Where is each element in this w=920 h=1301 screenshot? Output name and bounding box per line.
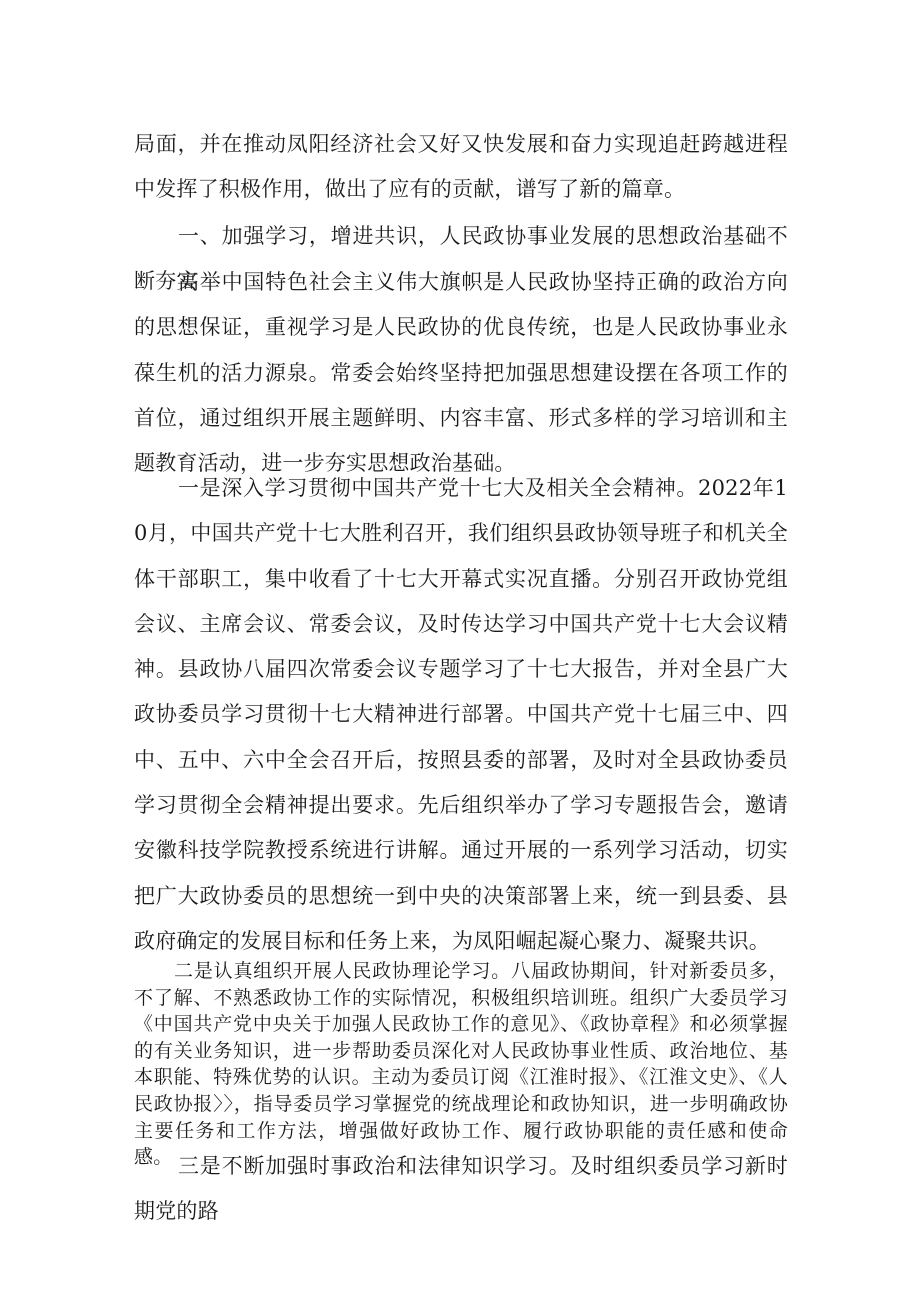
paragraph-point-three: 三是不断加强时事政治和法律知识学习。及时组织委员学习新时期党的路 <box>134 1154 788 1224</box>
paragraph-point-two: 二是认真组织开展人民政协理论学习。八届政协期间，针对新委员多，不了解、不熟悉政协工作的实际情况，积极组织培训班。组织广大委员学习《中国共产党中央关于加强人民政协工作的意见》、《政协章程》和必须掌握的有关业务知识，进一步帮助委员深化对人民政协事业性质、政治地位、基本职能、特殊优势的认识。主动为委员订阅《江淮时报》、《江淮文史》、《人民政协报〉〉，指导委员学习掌握党的统战理论和政协知识，进一步明确政协主要任务和工作方法，增强做好政协工作、履行政协职能的责任感和使命感。 <box>134 960 788 1169</box>
paragraph-continuation: 局面，并在推动凤阳经济社会又好又快发展和奋力实现追赶跨越进程中发挥了积极作用，做出了应有的贡献，谱写了新的篇章。 <box>134 132 788 202</box>
paragraph-point-one: 一是深入学习贯彻中国共产党十七大及相关全会精神。2022年10月，中国共产党十七大胜利召开，我们组织县政协领导班子和机关全体干部职工，集中收看了十七大开幕式实况直播。分别召开政协党组会议、主席会议、常委会议，及时传达学习中国共产党十七大会议精神。县政协八届四次常委会议专题学习了十七大报告，并对全县广大政协委员学习贯彻十七大精神进行部署。中国共产党十七届三中、四中、五中、六中全会召开后，按照县委的部署，及时对全县政协委员学习贯彻全会精神提出要求。先后组织举办了学习专题报告会，邀请安徽科技学院教授系统进行讲解。通过开展的一系列学习活动，切实把广大政协委员的思想统一到中央的决策部署上来，统一到县委、县政府确定的发展目标和任务上来，为凤阳崛起凝心聚力、凝聚共识。 <box>134 476 788 953</box>
section-heading: 一、加强学习，增进共识，人民政协事业发展的思想政治基础不断夯实 <box>134 224 788 294</box>
paragraph-intro: 高举中国特色社会主义伟大旗帜是人民政协坚持正确的政治方向的思想保证，重视学习是人民政协的优良传统，也是人民政协事业永葆生机的活力源泉。常委会始终坚持把加强思想建设摆在各项工作的首位，通过组织开展主题鲜明、内容丰富、形式多样的学习培训和主题教育活动，进一步夯实思想政治基础。 <box>134 270 788 476</box>
